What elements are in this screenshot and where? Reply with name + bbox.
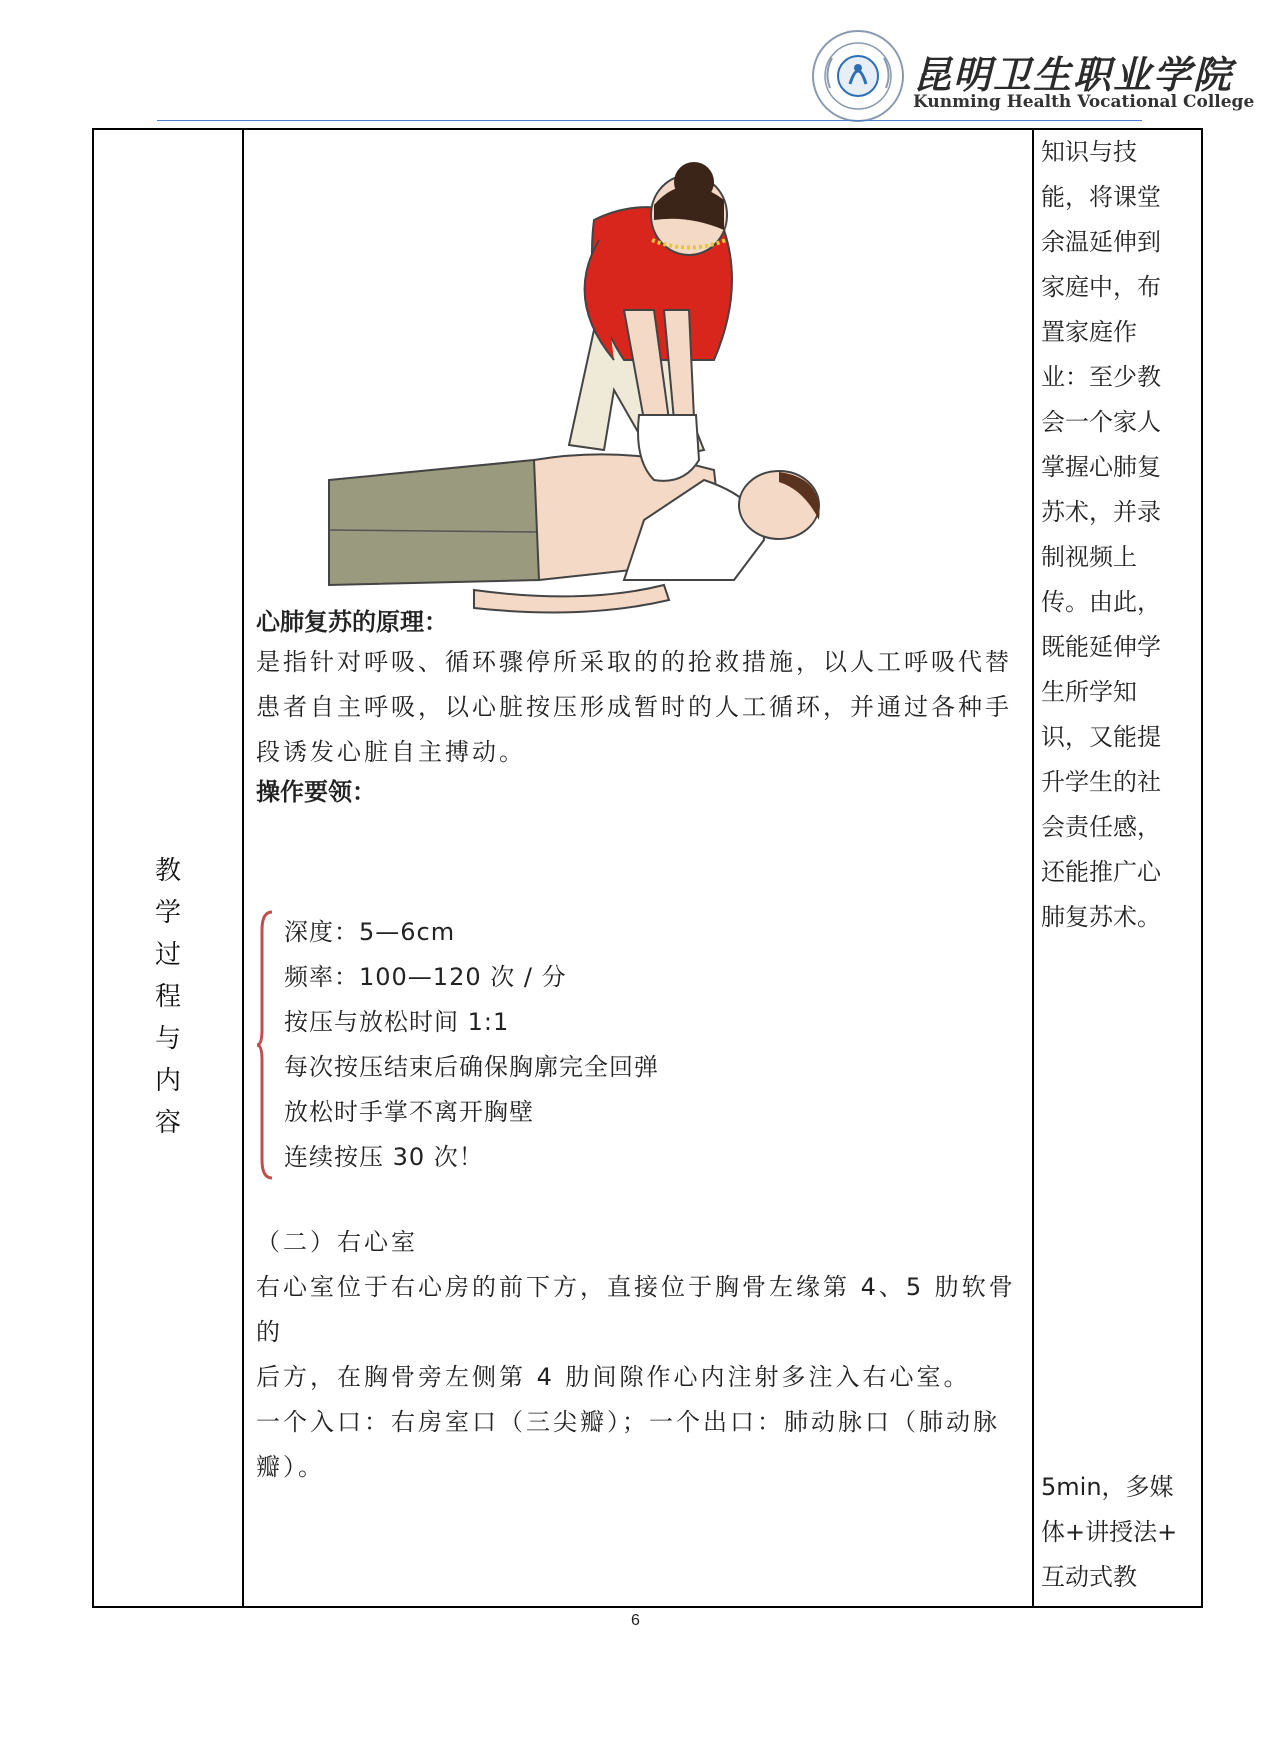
text-line: 既能延伸学	[1041, 633, 1161, 661]
text-line: 升学生的社	[1041, 768, 1161, 796]
text-line: 生所学知	[1041, 678, 1137, 706]
text-line: 互动式教	[1041, 1563, 1137, 1591]
list-item: 频率：100—120 次 / 分	[284, 963, 567, 991]
text-line: 家庭中，布	[1041, 273, 1161, 301]
section-paragraph	[256, 1265, 1026, 1490]
list-item: 每次按压结束后确保胸廓完全回弹	[284, 1053, 659, 1081]
column-divider	[1032, 130, 1034, 1606]
text-line: 是指针对呼吸、循环骤停所采取的的抢救措施，以人工呼吸代替	[256, 648, 1012, 676]
side-label-char: 教	[154, 856, 181, 886]
college-seal-icon	[810, 28, 906, 124]
list-item: 连续按压 30 次！	[284, 1143, 484, 1171]
list-item: 按压与放松时间 1:1	[284, 1008, 510, 1036]
text-line: 知识与技	[1041, 138, 1137, 166]
side-label-char: 容	[154, 1108, 181, 1138]
side-label-char: 内	[154, 1066, 181, 1096]
list-item: 放松时手掌不离开胸壁	[284, 1098, 534, 1126]
principle-heading: 心肺复苏的原理：	[256, 608, 448, 636]
text-line: 一个入口：右房室口（三尖瓣）；一个出口：肺动脉口（肺动脉	[256, 1408, 1000, 1436]
text-line: 瓣）。	[256, 1453, 325, 1481]
side-label-char: 与	[154, 1024, 181, 1054]
teaching-process-label	[94, 850, 242, 1144]
text-line: 5min，多媒	[1041, 1473, 1174, 1501]
text-line: 患者自主呼吸，以心脏按压形成暂时的人工循环，并通过各种手	[256, 693, 1012, 721]
text-line: 还能推广心	[1041, 858, 1161, 886]
text-line: 传。由此，	[1041, 588, 1161, 616]
lesson-table	[92, 128, 1203, 1608]
text-line: 余温延伸到	[1041, 228, 1161, 256]
text-line: 会一个家人	[1041, 408, 1161, 436]
text-line: 后方，在胸骨旁左侧第 4 肋间隙作心内注射多注入右心室。	[256, 1363, 971, 1391]
text-line: 体+讲授法+	[1041, 1518, 1178, 1546]
page-number: 6	[631, 1612, 640, 1629]
text-line: 段诱发心脏自主搏动。	[256, 738, 526, 766]
brace-bracket	[256, 910, 274, 1180]
college-name-en: Kunming Health Vocational College	[913, 92, 1255, 112]
method-text	[1041, 1465, 1191, 1600]
side-label-char: 程	[154, 982, 181, 1012]
header-divider	[157, 120, 1142, 121]
text-line: 右心室位于右心房的前下方，直接位于胸骨左缘第 4、5 肋软骨的	[256, 1273, 1016, 1346]
text-line: 制视频上	[1041, 543, 1137, 571]
college-name-cn: 昆明卫生职业学院	[913, 52, 1234, 97]
text-line: 会责任感，	[1041, 813, 1161, 841]
side-label-char: 过	[154, 940, 181, 970]
column-divider	[242, 130, 244, 1606]
design-intent-text	[1041, 130, 1191, 940]
text-line: 苏术，并录	[1041, 498, 1161, 526]
operation-heading: 操作要领：	[256, 778, 376, 806]
principle-paragraph	[256, 640, 1026, 775]
cpr-illustration	[324, 160, 824, 660]
text-line: 能，将课堂	[1041, 183, 1161, 211]
text-line: 识，又能提	[1041, 723, 1161, 751]
list-item: 深度：5—6cm	[284, 918, 456, 946]
text-line: 业：至少教	[1041, 363, 1161, 391]
side-label-char: 学	[154, 898, 181, 928]
section-title: （二）右心室	[256, 1228, 418, 1256]
page-header	[0, 0, 1271, 125]
text-line: 置家庭作	[1041, 318, 1137, 346]
operation-steps-list	[284, 910, 659, 1180]
text-line: 掌握心肺复	[1041, 453, 1161, 481]
text-line: 肺复苏术。	[1041, 903, 1161, 931]
